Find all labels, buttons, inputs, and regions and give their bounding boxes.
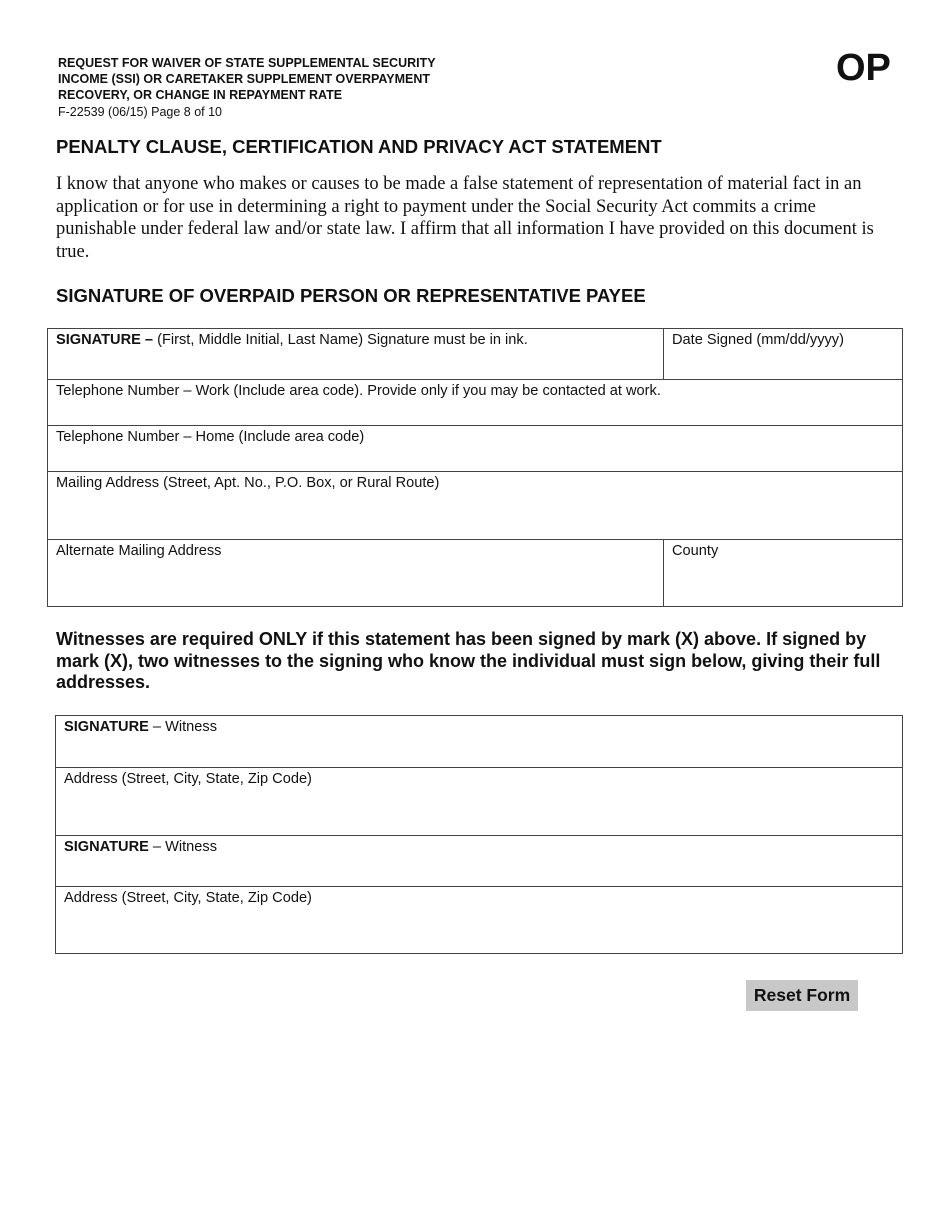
form-number: F-22539 (06/15) Page 8 of 10 bbox=[58, 105, 223, 119]
penalty-statement: I know that anyone who makes or causes to be made a false statement of representation of material fact in an application or for use in determining a right to payment under the Social Security Act commits a crime punishable under federal law and/or state law. I affirm that all information I have provided on this document is true. bbox=[56, 174, 874, 262]
signature-field[interactable] bbox=[48, 329, 664, 380]
witness2-signature-bold: SIGNATURE bbox=[64, 839, 149, 855]
alt-mailing-address-label: Alternate Mailing Address bbox=[56, 543, 222, 559]
phone-home-label: Telephone Number – Home (Include area code) bbox=[56, 429, 365, 445]
alt-mailing-address-field[interactable] bbox=[48, 540, 664, 606]
penalty-heading: PENALTY CLAUSE, CERTIFICATION AND PRIVACY ACT STATEMENT bbox=[56, 136, 662, 157]
phone-work-field[interactable] bbox=[48, 380, 902, 425]
form-title-line-1: REQUEST FOR WAIVER OF STATE SUPPLEMENTAL SECURITY bbox=[58, 56, 436, 70]
mailing-address-field[interactable] bbox=[48, 472, 902, 539]
witness1-address-label: Address (Street, City, State, Zip Code) bbox=[64, 771, 312, 787]
witness2-signature-field[interactable] bbox=[56, 836, 902, 886]
witness-note: Witnesses are required ONLY if this statement has been signed by mark (X) above. If signed by mark (X), two witnesses to the signing who know the individual must sign below, giving their full addresses. bbox=[56, 629, 881, 692]
form-code: OP bbox=[836, 47, 891, 89]
reset-form-button[interactable]: Reset Form bbox=[746, 980, 858, 1011]
witness1-signature-bold: SIGNATURE bbox=[64, 719, 149, 735]
witness1-signature-label: – Witness bbox=[148, 719, 217, 735]
date-signed-field[interactable] bbox=[664, 329, 902, 380]
signature-form-box bbox=[47, 328, 903, 607]
form-title bbox=[58, 55, 436, 103]
phone-home-field[interactable] bbox=[48, 426, 902, 471]
witness1-address-field[interactable] bbox=[56, 768, 902, 835]
signature-heading: SIGNATURE OF OVERPAID PERSON OR REPRESENTATIVE PAYEE bbox=[56, 285, 646, 306]
witness1-signature-field[interactable] bbox=[56, 716, 902, 767]
witness2-signature-label: – Witness bbox=[148, 839, 217, 855]
divider bbox=[663, 329, 664, 379]
divider bbox=[663, 539, 664, 606]
signature-label: (First, Middle Initial, Last Name) Signature must be in ink. bbox=[153, 332, 528, 348]
signature-label-bold: SIGNATURE – bbox=[56, 332, 154, 348]
county-label: County bbox=[672, 543, 719, 559]
witness-form-box bbox=[55, 715, 903, 954]
mailing-address-label: Mailing Address (Street, Apt. No., P.O. Box, or Rural Route) bbox=[56, 475, 440, 491]
date-signed-label: Date Signed (mm/dd/yyyy) bbox=[672, 332, 844, 348]
phone-work-label: Telephone Number – Work (Include area code). Provide only if you may be contacted at work. bbox=[56, 383, 661, 399]
form-title-line-2: INCOME (SSI) OR CARETAKER SUPPLEMENT OVERPAYMENT bbox=[58, 72, 431, 86]
witness2-address-label: Address (Street, City, State, Zip Code) bbox=[64, 890, 312, 906]
county-field[interactable] bbox=[664, 540, 902, 606]
form-title-line-3: RECOVERY, OR CHANGE IN REPAYMENT RATE bbox=[58, 88, 343, 102]
witness2-address-field[interactable] bbox=[56, 887, 902, 953]
